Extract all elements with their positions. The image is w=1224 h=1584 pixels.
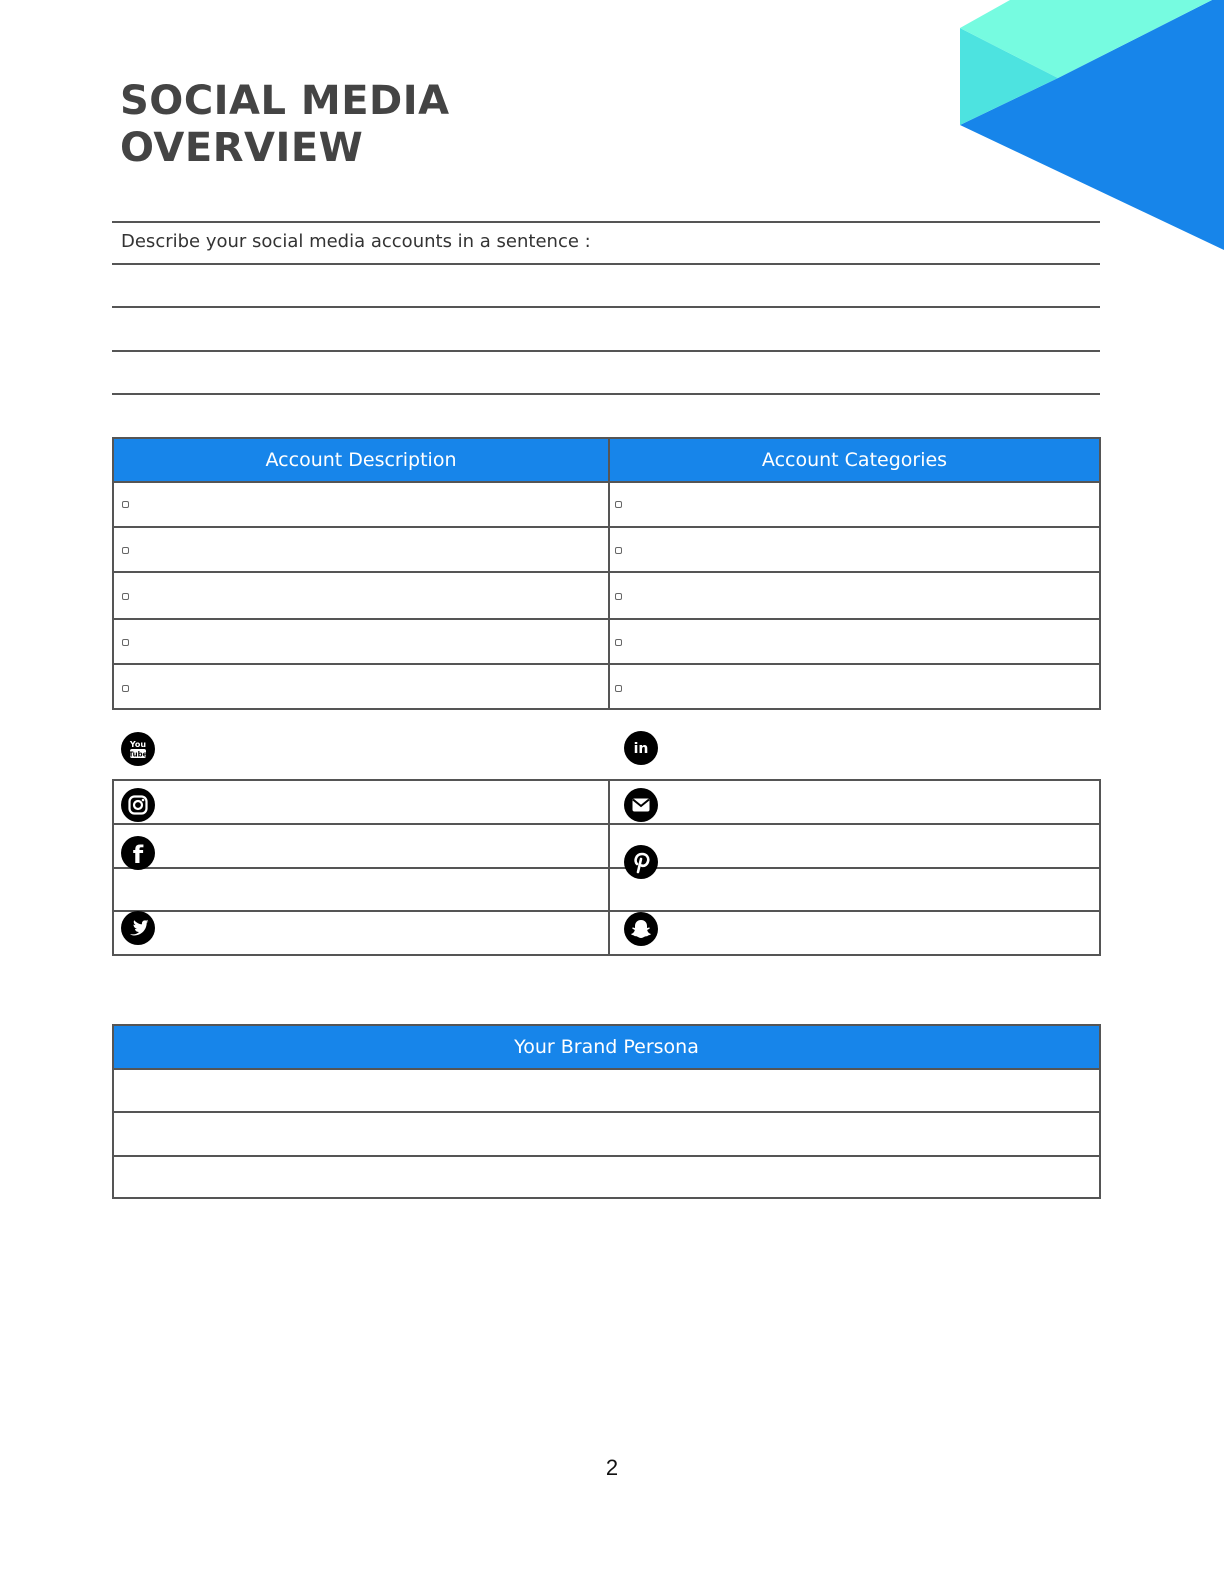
row-divider xyxy=(114,823,1099,825)
row-divider xyxy=(114,571,1099,573)
header-account-description: Account Description xyxy=(265,449,457,471)
facebook-icon xyxy=(121,836,155,870)
row-divider xyxy=(114,867,1099,869)
accounts-table xyxy=(112,437,1101,710)
category-checkbox[interactable] xyxy=(615,547,622,554)
category-checkbox[interactable] xyxy=(615,501,622,508)
page-number: 2 xyxy=(605,1455,619,1480)
brand-persona-table xyxy=(112,1024,1101,1199)
category-checkbox[interactable] xyxy=(615,639,622,646)
page-title xyxy=(120,78,450,172)
description-prompt: Describe your social media accounts in a sentence : xyxy=(121,231,591,252)
description-checkbox[interactable] xyxy=(122,547,129,554)
instagram-icon xyxy=(121,788,155,822)
youtube-icon xyxy=(121,732,155,766)
row-divider xyxy=(114,618,1099,620)
accounts-table-header xyxy=(114,439,1099,483)
youtube-logo-bottom: Tube xyxy=(128,750,148,759)
row-divider xyxy=(114,1155,1099,1157)
brand-persona-header xyxy=(114,1026,1099,1070)
row-divider xyxy=(114,910,1099,912)
header-account-categories: Account Categories xyxy=(761,449,948,471)
facebook-logo-letter: f xyxy=(132,841,144,869)
writing-line[interactable] xyxy=(112,263,1100,265)
youtube-logo-top: You xyxy=(129,740,147,749)
writing-line[interactable] xyxy=(112,306,1100,308)
category-checkbox[interactable] xyxy=(615,593,622,600)
twitter-icon xyxy=(121,911,155,945)
title-line-2: OVERVIEW xyxy=(120,125,364,171)
row-divider xyxy=(114,1111,1099,1113)
description-checkbox[interactable] xyxy=(122,593,129,600)
snapchat-icon xyxy=(624,912,658,946)
writing-line[interactable] xyxy=(112,393,1100,395)
pinterest-icon xyxy=(624,845,658,879)
row-divider xyxy=(114,663,1099,665)
social-accounts-table xyxy=(112,779,1101,956)
description-checkbox[interactable] xyxy=(122,639,129,646)
linkedin-logo-text: in xyxy=(633,741,649,757)
header-your-brand-persona: Your Brand Persona xyxy=(514,1036,699,1058)
title-line-1: SOCIAL MEDIA xyxy=(120,78,450,124)
description-checkbox[interactable] xyxy=(122,501,129,508)
category-checkbox[interactable] xyxy=(615,685,622,692)
column-divider xyxy=(608,439,610,708)
description-checkbox[interactable] xyxy=(122,685,129,692)
email-icon xyxy=(624,788,658,822)
row-divider xyxy=(114,526,1099,528)
linkedin-icon xyxy=(624,731,658,765)
rule-line xyxy=(112,221,1100,223)
writing-line[interactable] xyxy=(112,350,1100,352)
